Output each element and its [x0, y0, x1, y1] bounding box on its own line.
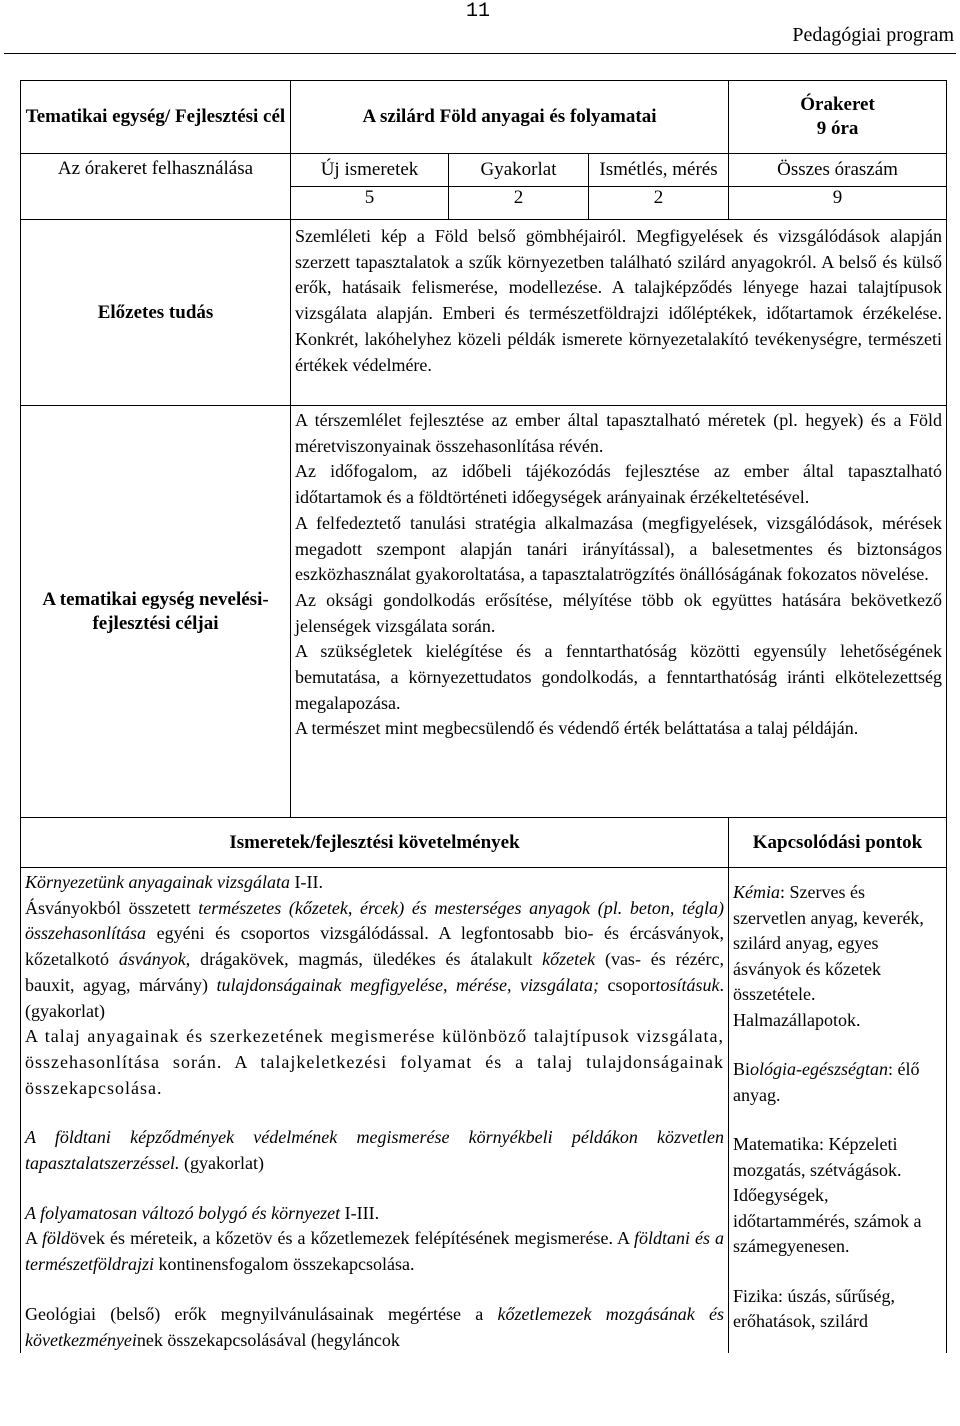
- hours-practice-value: 2: [449, 187, 589, 220]
- usage-label: Az órakeret felhasználása: [21, 154, 291, 220]
- requirements-text: [21, 868, 729, 1354]
- requirements-block-2: A földtani képződmények védelmének megismerése környékbeli példákon közvetlen tapasztalatszerzéssel. (gyakorlat): [25, 1127, 725, 1174]
- header-rule: [4, 53, 956, 54]
- hours-new-value: 5: [291, 187, 449, 220]
- goal-paragraph: Az időfogalom, az időbeli tájékozódás fejlesztése az ember által tapasztalható időtartamok és a földtörténeti időegységek arányainak érzékeltetésével.: [295, 461, 943, 508]
- goals-text: [291, 406, 947, 818]
- theme-label: Tematikai egység/ Fejlesztési cél: [21, 81, 291, 154]
- hours-total-value: 9: [729, 187, 947, 220]
- usage-col-total: Összes óraszám: [729, 154, 947, 187]
- connection-math: Matematika: Képzeleti mozgatás, szétvágások. Időegységek, időtartammérés, számok a számegyenesen.: [733, 1134, 922, 1256]
- hours-cell: [729, 81, 947, 154]
- goal-paragraph: A természet mint megbecsülendő és védendő érték beláttatása a talaj példáján.: [295, 718, 859, 739]
- prior-knowledge-row: [21, 220, 947, 406]
- usage-col-review: Ismétlés, mérés: [589, 154, 729, 187]
- prior-knowledge-label: Előzetes tudás: [21, 220, 291, 406]
- requirements-block-1: Környezetünk anyagainak vizsgálata I-II. Ásványokból összetett természetes (kőzetek, ércek) és mesterséges anyagok (pl. beton, tégla) összehasonlítása egyéni és csoportos vizsgálódással. A legfontosabb bio- és ércásványok, kőzetalkotó ásványok, drágakövek, magmás, üledékes és átalakult kőzetek (vas- és rézérc, bauxit, agyag, márvány) tulajdonságainak megfigyelése, mérése, vizsgálata; csoportosításuk. (gyakorlat) A talaj anyagainak és szerkezetének megismerése különböző talajtípusok vizsgálata, összehasonlítása során. A talajkeletkezési folyamat és a talaj tulajdonságainak összekapcsolása.: [25, 872, 725, 1098]
- connection-chemistry: Kémia: Szerves és szervetlen anyag, keverék, szilárd anyag, egyes ásványok és kőzetek összetétele. Halmazállapotok.: [733, 882, 924, 1030]
- requirements-header-row: [21, 818, 947, 868]
- requirements-label: Ismeretek/fejlesztési követelmények: [21, 818, 729, 868]
- usage-col-new: Új ismeretek: [291, 154, 449, 187]
- usage-col-practice: Gyakorlat: [449, 154, 589, 187]
- requirements-block-3: A folyamatosan változó bolygó és környezet I-III. A földövek és méreteik, a kőzetöv és a kőzetlemezek felépítésének megismerése. A földtani és a természetföldrajzi kontinensfogalom összekapcsolása.: [25, 1202, 725, 1275]
- connection-biology: Biológia-egészségtan: élő anyag.: [733, 1059, 920, 1105]
- goal-paragraph: Az oksági gondolkodás erősítése, mélyítése több ok együttes hatására bekövetkező jelenségek vizsgálata során.: [295, 589, 943, 636]
- goal-paragraph: A felfedeztető tanulási stratégia alkalmazása (megfigyelések, vizsgálódások, mérések megadott szempont alapján tanári irányítással), a balesetmentes és biztonságos eszközhasználat gyakoroltatása, a tapasztalatrögzítés önállóságának fokozatos növelése.: [295, 512, 943, 585]
- page-header-title: Pedagógiai program: [792, 24, 954, 46]
- theme-title: A szilárd Föld anyagai és folyamatai: [291, 81, 729, 154]
- page-number: 11: [466, 0, 491, 23]
- requirements-block-4: Geológiai (belső) erők megnyilvánulásainak megértése a kőzetlemezek mozgásának és következményeinek összekapcsolásával (hegyláncok: [25, 1303, 725, 1350]
- connection-physics: Fizika: úszás, sűrűség, erőhatások, szilárd: [733, 1285, 896, 1331]
- connections-label: Kapcsolódási pontok: [729, 818, 947, 868]
- usage-row: [21, 154, 947, 187]
- hours-value: 9 óra: [816, 118, 859, 139]
- connections-text: [729, 868, 947, 1354]
- prior-knowledge-text: Szemléleti kép a Föld belső gömbhéjairól. Megfigyelések és vizsgálódások alapján szerzett tapasztalatok a szűk környezetben található szilárd anyagokról. A belső és külső erők, hatásaik felismerése, modellezése. A talajképződés lényege hazai talajtípusok vizsgálata alapján. Emberi és természetföldrajzi időléptékek, időtartamok érzékelése. Konkrét, lakóhelyhez közeli példák ismerete környezetalakító tevékenységre, természeti értékek védelmére.: [291, 220, 947, 406]
- hours-label: Órakeret: [800, 94, 875, 115]
- goals-row: [21, 406, 947, 818]
- requirements-row: [21, 868, 947, 1354]
- goal-paragraph: A szükségletek kielégítése és a fenntarthatóság közötti egyensúly lehetőségének bemutatása, a környezettudatos gondolkodás, a fenntarthatóság iránti elkötelezettség megalapozása.: [295, 641, 943, 713]
- hours-review-value: 2: [589, 187, 729, 220]
- goals-label: A tematikai egység nevelési-fejlesztési céljai: [21, 406, 291, 818]
- goal-paragraph: A térszemlélet fejlesztése az ember által tapasztalható méretek (pl. hegyek) és a Föld méretviszonyainak összehasonlítása révén.: [295, 410, 943, 456]
- theme-row: [21, 81, 947, 154]
- curriculum-table: [20, 80, 947, 1353]
